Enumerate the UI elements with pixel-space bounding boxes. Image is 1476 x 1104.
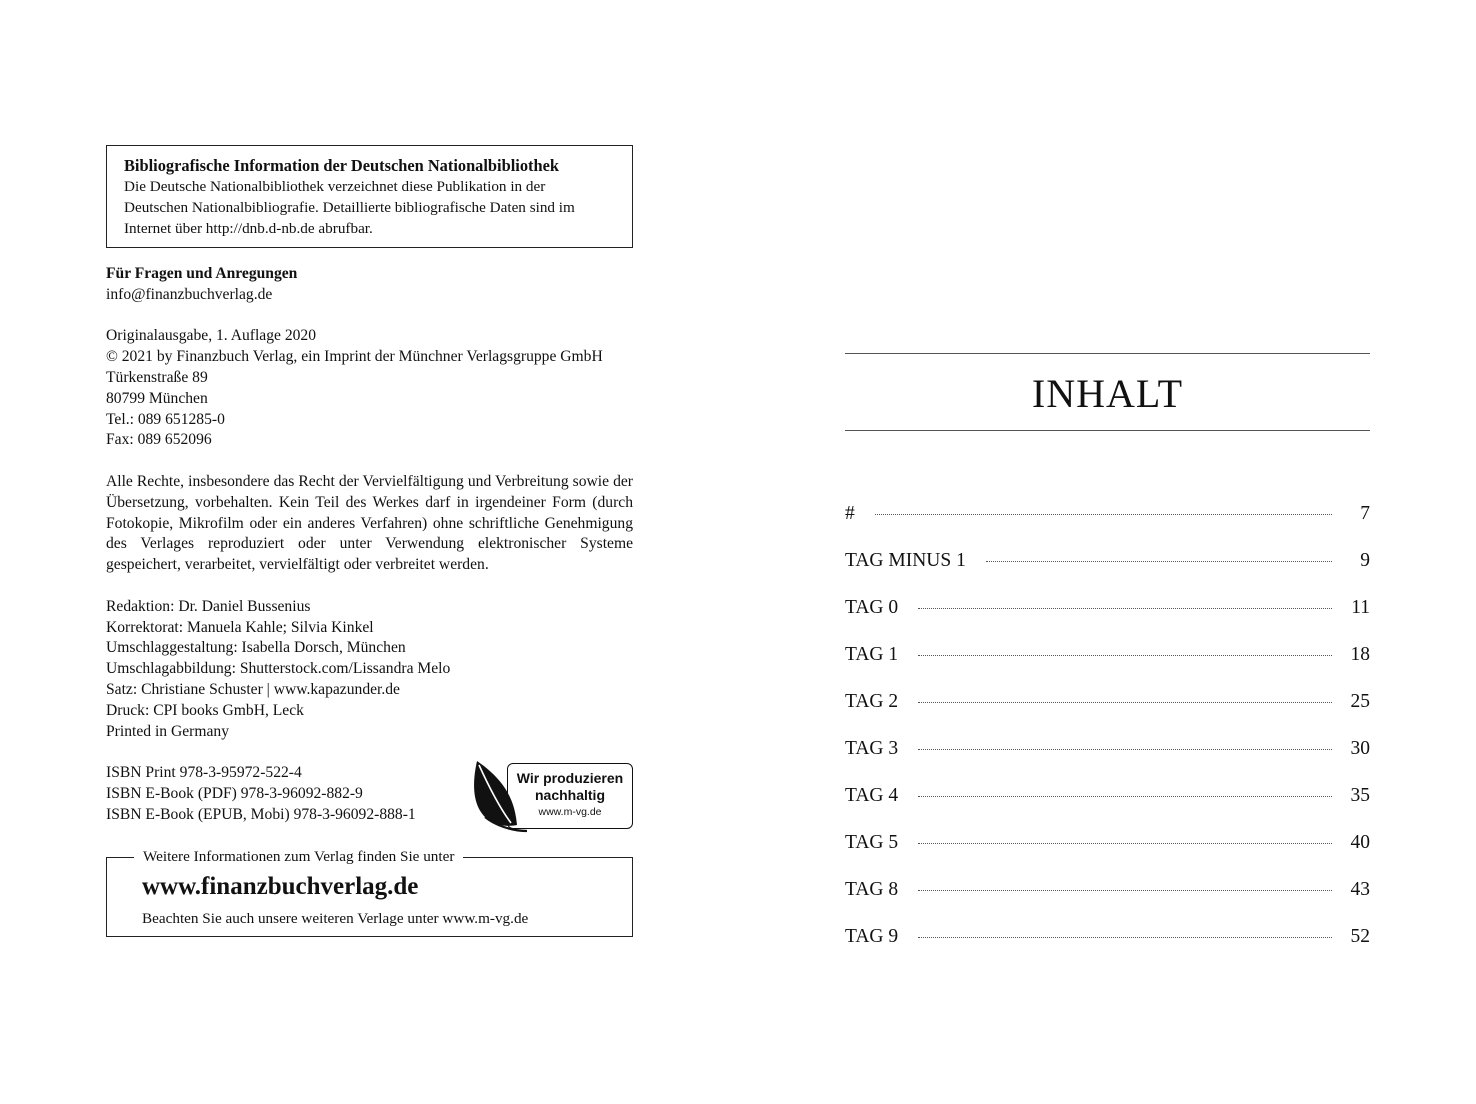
toc-item-label: TAG 1 xyxy=(845,644,899,665)
toc-leader-dots xyxy=(918,749,1332,750)
toc-item-page: 35 xyxy=(1350,785,1370,806)
toc-item[interactable] xyxy=(845,926,1370,973)
toc-item-label: TAG 0 xyxy=(845,597,899,618)
toc-item-label: TAG 2 xyxy=(845,691,899,712)
toc-leader-dots xyxy=(918,702,1332,703)
publisher-website[interactable]: www.finanzbuchverlag.de xyxy=(142,873,419,901)
credit-line: Redaktion: Dr. Daniel Bussenius xyxy=(106,597,311,615)
sustainability-badge xyxy=(471,759,633,833)
toc-item-label: TAG MINUS 1 xyxy=(845,550,966,571)
isbn-row xyxy=(106,763,633,837)
address-city: 80799 München xyxy=(106,389,208,407)
contact-heading: Für Fragen und Anregungen xyxy=(106,265,298,282)
credit-line: Druck: CPI books GmbH, Leck xyxy=(106,701,304,719)
phone-line: Tel.: 089 651285-0 xyxy=(106,410,225,428)
toc-item-page: 7 xyxy=(1360,503,1370,524)
isbn-pdf: ISBN E-Book (PDF) 978-3-96092-882-9 xyxy=(106,784,363,802)
contact-block xyxy=(106,264,633,937)
toc-leader-dots xyxy=(918,655,1332,656)
toc-item-label: TAG 5 xyxy=(845,832,899,853)
rights-paragraph: Alle Rechte, insbesondere das Recht der Vervielfältigung und Verbreitung sowie der Übersetzung, vorbehalten. Kein Teil des Werkes darf in irgendeiner Form (durch Fotokopie, Mikrofilm oder ein anderes Verfahren) ohne schriftliche Genehmigung des Verlages reproduziert oder unter Verwendung elektronischer Systeme gespeichert, verarbeitet, vervielfältigt oder verbreitet werden. xyxy=(106,472,633,574)
toc-item[interactable] xyxy=(845,785,1370,832)
toc-leader-dots xyxy=(918,843,1332,844)
toc-item[interactable] xyxy=(845,597,1370,644)
bottom-rule xyxy=(845,430,1370,431)
right-page xyxy=(845,353,1370,973)
dnb-line: Die Deutsche Nationalbibliothek verzeichnet diese Publikation in der xyxy=(124,178,546,195)
isbn-list xyxy=(106,763,416,825)
toc-item[interactable] xyxy=(845,832,1370,879)
dnb-title: Bibliografische Information der Deutschen Nationalbibliothek xyxy=(124,156,559,175)
dnb-line: Internet über http://dnb.d-nb.de abrufbar. xyxy=(124,220,373,237)
toc-item-page: 11 xyxy=(1351,597,1370,618)
credit-line: Satz: Christiane Schuster | www.kapazunder.de xyxy=(106,680,400,698)
toc-item-label: # xyxy=(845,503,855,524)
credit-line: Umschlaggestaltung: Isabella Dorsch, München xyxy=(106,639,406,657)
publisher-box-legend: Weitere Informationen zum Verlag finden Sie unter xyxy=(134,847,463,867)
toc-item-page: 43 xyxy=(1350,879,1370,900)
toc-leader-dots xyxy=(918,890,1332,891)
address-street: Türkenstraße 89 xyxy=(106,368,208,386)
isbn-epub: ISBN E-Book (EPUB, Mobi) 978-3-96092-888-1 xyxy=(106,805,416,823)
toc-item-label: TAG 4 xyxy=(845,785,899,806)
toc-item[interactable] xyxy=(845,738,1370,785)
toc-leader-dots xyxy=(986,561,1332,562)
toc-item[interactable] xyxy=(845,691,1370,738)
edition-line: Originalausgabe, 1. Auflage 2020 xyxy=(106,327,317,345)
toc-item-label: TAG 9 xyxy=(845,926,899,947)
toc-title: INHALT xyxy=(1031,371,1184,416)
toc-item-label: TAG 8 xyxy=(845,879,899,900)
isbn-print: ISBN Print 978-3-95972-522-4 xyxy=(106,764,302,782)
toc-item-page: 40 xyxy=(1350,832,1370,853)
leaf-icon xyxy=(471,759,529,833)
toc-item-page: 18 xyxy=(1350,644,1370,665)
toc-item-page: 52 xyxy=(1350,926,1370,947)
badge-url: www.m-vg.de xyxy=(538,806,602,819)
toc-item-page: 25 xyxy=(1350,691,1370,712)
toc-leader-dots xyxy=(875,514,1332,515)
copyright-line: © 2021 by Finanzbuch Verlag, ein Imprint der Münchner Verlagsgruppe GmbH xyxy=(106,348,603,366)
publisher-note: Beachten Sie auch unsere weiteren Verlage unter www.m-vg.de xyxy=(142,910,529,928)
toc-leader-dots xyxy=(918,608,1332,609)
credit-line: Korrektorat: Manuela Kahle; Silvia Kinkel xyxy=(106,618,374,636)
toc-item[interactable] xyxy=(845,644,1370,691)
badge-line-1: Wir produzieren xyxy=(516,770,624,787)
toc-item-label: TAG 3 xyxy=(845,738,899,759)
contact-email[interactable]: info@finanzbuchverlag.de xyxy=(106,285,273,303)
toc-item[interactable] xyxy=(845,503,1370,550)
badge-line-2: nachhaltig xyxy=(534,787,605,804)
dnb-line: Deutschen Nationalbibliografie. Detaillierte bibliografische Daten sind im xyxy=(124,199,575,216)
publisher-info-box xyxy=(106,848,633,937)
fax-line: Fax: 089 652096 xyxy=(106,431,212,449)
toc-leader-dots xyxy=(918,937,1332,938)
credit-line: Umschlagabbildung: Shutterstock.com/Lissandra Melo xyxy=(106,660,451,678)
credit-line: Printed in Germany xyxy=(106,722,229,740)
toc-list xyxy=(845,503,1370,973)
left-page xyxy=(106,145,633,937)
toc-item-page: 30 xyxy=(1350,738,1370,759)
dnb-info-box xyxy=(106,145,633,248)
toc-leader-dots xyxy=(918,796,1332,797)
toc-item[interactable] xyxy=(845,879,1370,926)
toc-item[interactable] xyxy=(845,550,1370,597)
toc-item-page: 9 xyxy=(1360,550,1370,571)
